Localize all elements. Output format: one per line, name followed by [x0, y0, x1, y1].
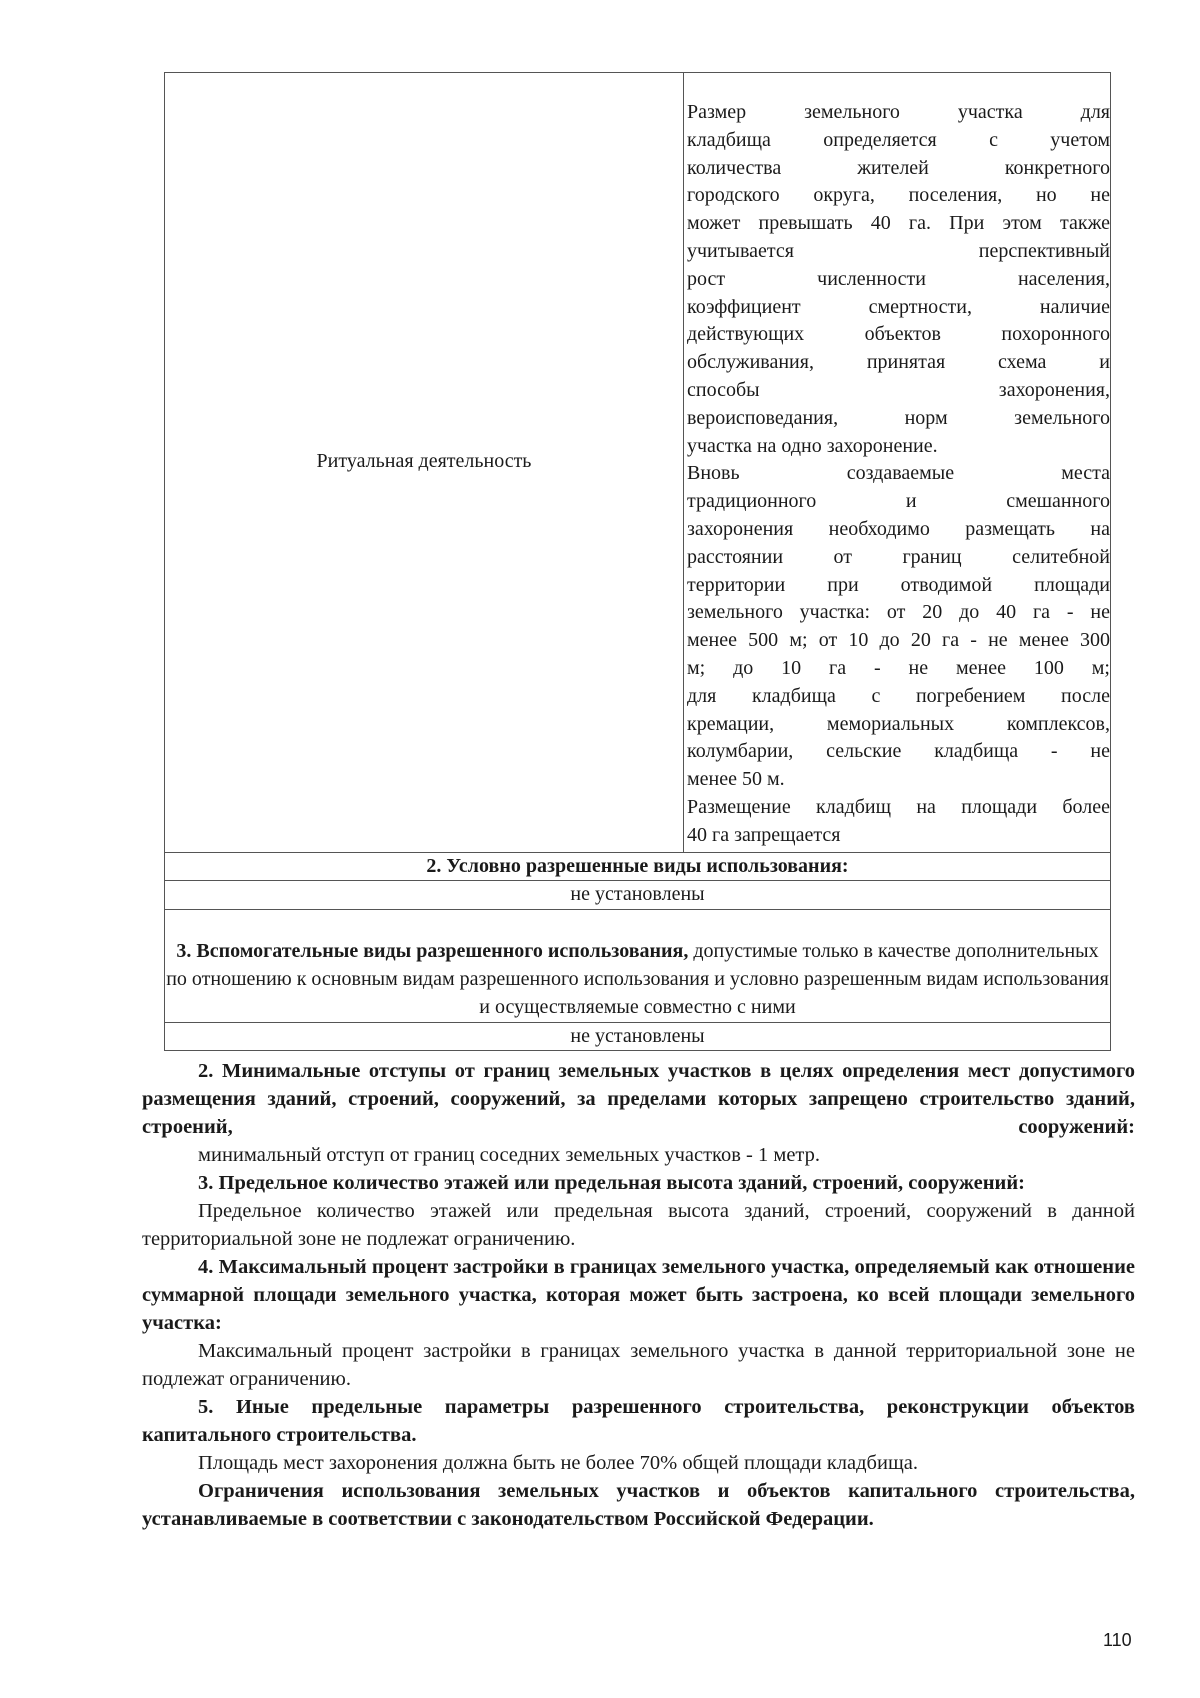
restrictions-heading: Ограничения использования земельных участков и объектов капитального строительства, устанавливаемые в соответствии с законодательством Российской Федерации.: [142, 1480, 1135, 1530]
cemetery-requirement-line: Размещение кладбищ на площади более: [687, 795, 1110, 818]
cemetery-requirement-line: 40 га запрещается: [687, 823, 841, 846]
auxiliary-uses-value-row: [165, 1022, 1111, 1051]
cemetery-requirement-line: рост численности населения,: [687, 267, 1110, 290]
section-3-heading: 3. Предельное количество этажей или предельная высота зданий, строений, сооружений:: [198, 1172, 1025, 1194]
section-2-text: минимальный отступ от границ соседних земельных участков - 1 метр.: [198, 1144, 821, 1166]
cemetery-requirement-line: для кладбища с погребением после: [687, 684, 1110, 707]
section-2-heading: 2. Минимальные отступы от границ земельных участков в целях определения мест допустимого размещения зданий, строений, сооружений, за пределами которых запрещено строительство зданий, строений, сооружений:: [142, 1060, 1135, 1138]
cemetery-requirement-line: земельного участка: от 20 до 40 га - не: [687, 601, 1110, 624]
cemetery-requirement-line: вероисповедания, норм земельного: [687, 406, 1110, 429]
cemetery-requirement-line: менее 50 м.: [687, 768, 785, 791]
cemetery-requirement-line: колумбарии, сельские кладбища - не: [687, 740, 1110, 763]
cemetery-requirement-line: способы захоронения,: [687, 378, 1110, 401]
section-3-text: Предельное количество этажей или предельная высота зданий, строений, сооружений в данной территориальной зоне не подлежат ограничению.: [142, 1200, 1135, 1250]
cemetery-requirement-line: обслуживания, принятая схема и: [687, 351, 1110, 374]
cemetery-requirement-line: может превышать 40 га. При этом также: [687, 212, 1110, 235]
cemetery-requirements-text: [687, 99, 1110, 850]
land-use-table: [164, 72, 1111, 1051]
cemetery-requirement-line: количества жителей конкретного: [687, 156, 1110, 179]
conditional-uses-value-row: [165, 881, 1111, 910]
cemetery-requirement-line: традиционного и смешанного: [687, 490, 1110, 513]
section-4-text: Максимальный процент застройки в границах земельного участка в данной территориальной зоне не подлежат ограничению.: [142, 1340, 1135, 1390]
cemetery-requirement-line: захоронения необходимо размещать на: [687, 517, 1110, 540]
cemetery-requirement-line: коэффициент смертности, наличие: [687, 295, 1110, 318]
cemetery-requirement-line: участка на одно захоронение.: [687, 434, 938, 457]
conditional-uses-heading: 2. Условно разрешенные виды использования:: [165, 852, 1111, 881]
auxiliary-uses-heading-rest: допустимые только в качестве дополнительных по отношению к основным видам разрешенного использования и условно разрешенным видам использования и осуществляемые совместно с ними: [166, 940, 1109, 1018]
auxiliary-uses-value: не установлены: [165, 1022, 1111, 1051]
cemetery-requirements-cell: [684, 73, 1111, 853]
section-4-heading: 4. Максимальный процент застройки в границах земельного участка, определяемый как отношение суммарной площади земельного участка, которая может быть застроена, ко всей площади земельного участка:: [142, 1256, 1135, 1334]
auxiliary-uses-heading-row: [165, 910, 1111, 1022]
cemetery-requirement-line: расстоянии от границ селитебной: [687, 545, 1110, 568]
auxiliary-uses-heading: [165, 910, 1111, 1022]
activity-name-cell: Ритуальная деятельность: [165, 73, 684, 853]
conditional-uses-heading-row: [165, 852, 1111, 881]
section-5-heading: 5. Иные предельные параметры разрешенного строительства, реконструкции объектов капитального строительства.: [142, 1396, 1135, 1446]
cemetery-requirement-line: территории при отводимой площади: [687, 573, 1110, 596]
cemetery-requirement-line: кремации, мемориальных комплексов,: [687, 712, 1110, 735]
cemetery-requirement-line: Вновь создаваемые места: [687, 462, 1110, 485]
cemetery-requirement-line: учитывается перспективный: [687, 239, 1110, 262]
section-5-text: Площадь мест захоронения должна быть не более 70% общей площади кладбища.: [198, 1452, 918, 1474]
cemetery-requirement-line: городского округа, поселения, но не: [687, 184, 1110, 207]
page-number: 110: [1103, 1630, 1132, 1650]
cemetery-requirement-line: м; до 10 га - не менее 100 м;: [687, 656, 1110, 679]
conditional-uses-value: не установлены: [165, 881, 1111, 910]
zone-parameters-text: [142, 1057, 1135, 1533]
cemetery-requirement-line: кладбища определяется с учетом: [687, 128, 1110, 151]
cemetery-requirement-line: менее 500 м; от 10 до 20 га - не менее 300: [687, 629, 1110, 652]
ritual-activity-row: [165, 73, 1111, 853]
cemetery-requirement-line: Размер земельного участка для: [687, 101, 1110, 123]
cemetery-requirement-line: действующих объектов похоронного: [687, 323, 1110, 346]
auxiliary-uses-heading-bold: 3. Вспомогательные виды разрешенного использования,: [176, 940, 689, 963]
